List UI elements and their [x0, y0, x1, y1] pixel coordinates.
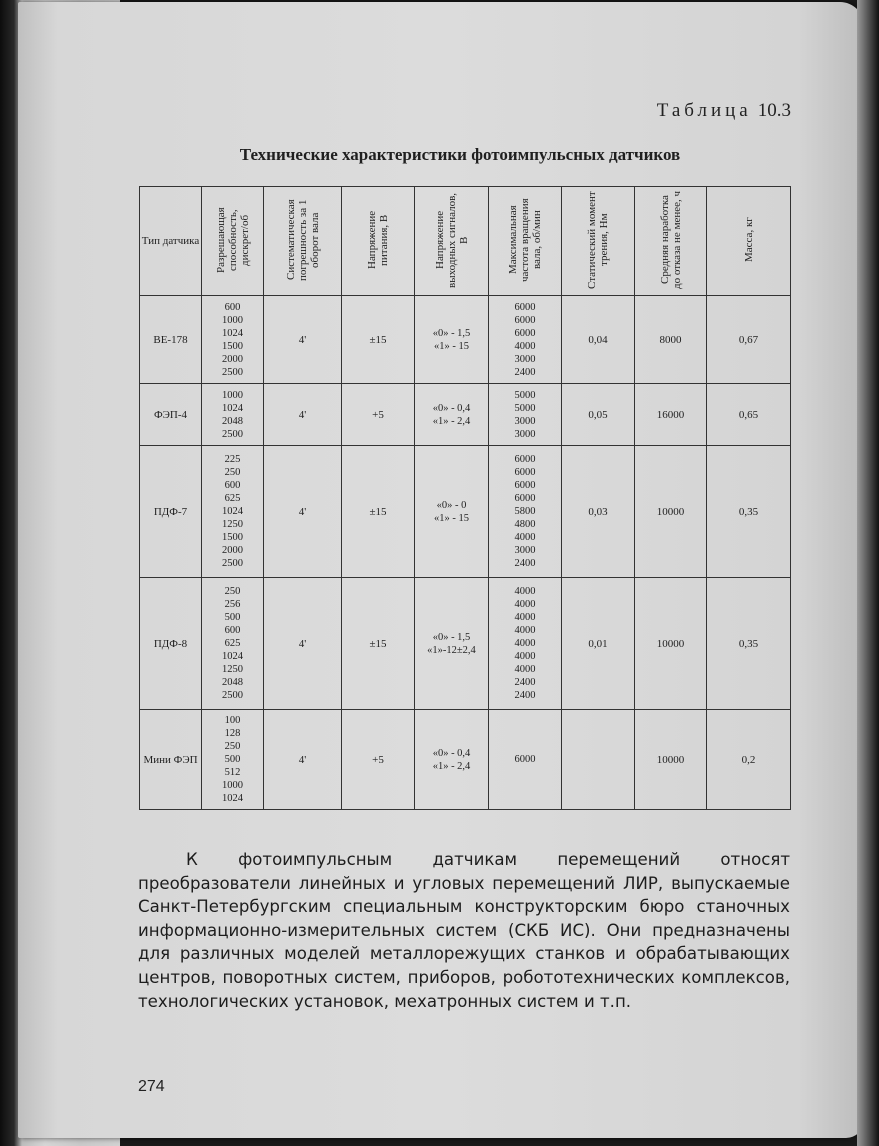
cell-resolution-value: 1000 — [222, 389, 243, 401]
spec-table — [139, 186, 791, 810]
cell-freq-value: 3000 — [514, 353, 536, 365]
cell-freq — [489, 446, 562, 578]
cell-resolution-value: 1000 — [222, 780, 243, 791]
cell-freq-value: 6000 — [514, 327, 536, 339]
cell-torque — [562, 710, 635, 810]
cell-resolution-value: 225 — [224, 454, 241, 465]
cell-resolution-value: 250 — [224, 741, 241, 752]
cell-freq-value: 6000 — [514, 454, 536, 465]
cell-signals-value: «1»-12±2,4 — [427, 644, 476, 656]
cell-freq-value: 6000 — [514, 480, 536, 491]
cell-freq-value: 4000 — [514, 612, 536, 623]
cell-type: ПДФ-8 — [140, 578, 202, 710]
cell-resolution-value: 1024 — [222, 402, 243, 414]
table-number: 10.3 — [757, 100, 791, 121]
cell-resolution — [202, 296, 264, 384]
cell-signals — [415, 296, 489, 384]
cell-signals — [415, 710, 489, 810]
cell-error: 4' — [264, 296, 342, 384]
cell-resolution-value: 2000 — [222, 545, 243, 556]
cell-resolution-value: 625 — [224, 493, 241, 504]
header-type: Тип датчика — [140, 187, 202, 296]
cell-resolution-value: 1024 — [222, 793, 243, 804]
cell-torque: 0,03 — [562, 446, 635, 578]
cell-mtbf: 16000 — [635, 384, 707, 446]
cell-freq-value: 4000 — [514, 664, 536, 675]
cell-resolution-value: 1250 — [222, 664, 243, 675]
cell-voltage: +5 — [342, 710, 415, 810]
cell-freq-value: 6000 — [514, 467, 536, 478]
cell-mass: 0,35 — [707, 578, 791, 710]
cell-resolution-value: 1024 — [222, 506, 243, 517]
cell-resolution-value: 1250 — [222, 519, 243, 530]
cell-signals-value: «0» - 0,4 — [432, 747, 471, 759]
header-signals: Напряжение выходных сигналов, В — [415, 187, 489, 296]
cell-resolution-value: 256 — [224, 599, 241, 610]
header-freq: Максимальная частота вращения вала, об/мин — [489, 187, 562, 296]
cell-freq-value: 4000 — [514, 638, 536, 649]
cell-resolution — [202, 710, 264, 810]
cell-signals-value: «0» - 0 — [436, 499, 467, 511]
cell-freq-value: 3000 — [514, 545, 536, 556]
cell-freq-value: 4000 — [514, 532, 536, 543]
cell-freq-value: 6000 — [514, 301, 536, 313]
body-paragraph: К фотоимпульсным датчикам перемещений относят преобразователи линейных и угловых перемещений ЛИР, выпускаемые Санкт-Петербургским специальным конструкторским бюро станочных информационно-измерительных систем (СКБ ИС). Они предназначены для различных моделей металлорежущих станков и обрабатывающих центров, поворотных систем, приборов, робототехнических комплексов, технологических установок, мехатронных систем и т.п. — [138, 850, 790, 1011]
cell-resolution-value: 2048 — [222, 677, 243, 688]
page-number: 274 — [138, 1078, 165, 1095]
table-body — [140, 296, 791, 810]
cell-mtbf: 10000 — [635, 446, 707, 578]
table-row — [140, 578, 791, 710]
header-voltage: Напряжение питания, В — [342, 187, 415, 296]
cell-freq-value: 4000 — [514, 586, 536, 597]
cell-freq — [489, 710, 562, 810]
cell-freq-value: 4000 — [514, 599, 536, 610]
cell-resolution — [202, 446, 264, 578]
cell-freq — [489, 578, 562, 710]
cell-resolution — [202, 578, 264, 710]
cell-mass: 0,2 — [707, 710, 791, 810]
cell-resolution — [202, 384, 264, 446]
cell-resolution-value: 1500 — [222, 532, 243, 543]
cell-signals — [415, 578, 489, 710]
table-title: Технические характеристики фотоимпульсных датчиков — [239, 145, 681, 164]
cell-resolution-value: 2500 — [222, 690, 243, 701]
cell-resolution-value: 500 — [224, 612, 241, 623]
cell-resolution-value: 250 — [224, 586, 241, 597]
table-label — [657, 100, 791, 122]
cell-resolution-value: 100 — [224, 715, 241, 726]
cell-freq-value: 6000 — [514, 314, 536, 326]
cell-resolution-value: 2500 — [222, 428, 243, 440]
cell-mass: 0,67 — [707, 296, 791, 384]
cell-signals — [415, 446, 489, 578]
table-row — [140, 710, 791, 810]
cell-mtbf: 10000 — [635, 578, 707, 710]
cell-resolution-value: 1024 — [222, 327, 243, 339]
cell-freq-value: 4800 — [514, 519, 536, 530]
cell-resolution-value: 625 — [224, 638, 241, 649]
cell-signals-value: «1» - 15 — [434, 512, 469, 524]
table-header-row — [140, 187, 791, 296]
cell-signals-value: «1» - 2,4 — [432, 760, 471, 772]
cell-freq-value: 2400 — [514, 677, 536, 688]
header-torque: Статический момент трения, Нм — [562, 187, 635, 296]
cell-resolution-value: 1024 — [222, 651, 243, 662]
cell-type: ВЕ-178 — [140, 296, 202, 384]
cell-resolution-value: 2048 — [222, 415, 243, 427]
cell-error: 4' — [264, 710, 342, 810]
cell-signals-value: «0» - 0,4 — [432, 402, 471, 414]
cell-voltage: +5 — [342, 384, 415, 446]
cell-signals-value: «0» - 1,5 — [432, 631, 471, 643]
table-row — [140, 384, 791, 446]
cell-freq-value: 4000 — [514, 340, 536, 352]
cell-resolution-value: 500 — [224, 754, 241, 765]
table-row — [140, 296, 791, 384]
cell-mtbf: 10000 — [635, 710, 707, 810]
page-edge-shadow — [857, 0, 879, 1146]
cell-freq-value: 2400 — [514, 690, 536, 701]
cell-mass: 0,65 — [707, 384, 791, 446]
cell-resolution-value: 2500 — [222, 558, 243, 569]
cell-error: 4' — [264, 384, 342, 446]
cell-resolution-value: 600 — [224, 625, 241, 636]
cell-signals-value: «0» - 1,5 — [432, 327, 471, 339]
cell-resolution-value: 600 — [224, 480, 241, 491]
header-resolution: Разрешающая способность, дискрет/об — [202, 187, 264, 296]
header-mtbf: Средняя наработка до отказа не менее, ч — [635, 187, 707, 296]
cell-freq-value: 2400 — [514, 366, 536, 378]
cell-resolution-value: 512 — [224, 767, 241, 778]
cell-voltage: ±15 — [342, 296, 415, 384]
cell-resolution-value: 1000 — [222, 314, 243, 326]
cell-mtbf: 8000 — [635, 296, 707, 384]
table-label-text: Таблица — [656, 100, 752, 121]
cell-torque: 0,04 — [562, 296, 635, 384]
cell-freq-value: 5000 — [514, 389, 536, 401]
cell-freq-value: 4000 — [514, 625, 536, 636]
cell-resolution-value: 1500 — [222, 340, 243, 352]
cell-freq-value: 5000 — [514, 402, 536, 414]
cell-type: ПДФ-7 — [140, 446, 202, 578]
cell-freq-value: 5800 — [514, 506, 536, 517]
cell-freq-value: 2400 — [514, 558, 536, 569]
cell-error: 4' — [264, 446, 342, 578]
cell-resolution-value: 2000 — [222, 353, 243, 365]
cell-signals-value: «1» - 2,4 — [432, 415, 471, 427]
cell-resolution-value: 2500 — [222, 366, 243, 378]
table-row — [140, 446, 791, 578]
cell-voltage: ±15 — [342, 578, 415, 710]
cell-freq-value: 3000 — [514, 415, 536, 427]
header-mass: Масса, кг — [707, 187, 791, 296]
cell-type: Мини ФЭП — [140, 710, 202, 810]
cell-freq — [489, 384, 562, 446]
cell-signals-value: «1» - 15 — [434, 340, 469, 352]
cell-resolution-value: 128 — [224, 728, 241, 739]
cell-resolution-value: 600 — [224, 301, 241, 313]
cell-freq-value: 6000 — [514, 493, 536, 504]
header-error: Систематическая погрешность за 1 оборот вала — [264, 187, 342, 296]
cell-error: 4' — [264, 578, 342, 710]
cell-voltage: ±15 — [342, 446, 415, 578]
body-text — [138, 848, 790, 1013]
cell-resolution-value: 250 — [224, 467, 241, 478]
cell-freq — [489, 296, 562, 384]
cell-torque: 0,01 — [562, 578, 635, 710]
cell-signals — [415, 384, 489, 446]
cell-freq-value: 4000 — [514, 651, 536, 662]
cell-freq-value: 6000 — [514, 754, 536, 765]
cell-type: ФЭП-4 — [140, 384, 202, 446]
cell-mass: 0,35 — [707, 446, 791, 578]
cell-freq-value: 3000 — [514, 428, 536, 440]
cell-torque: 0,05 — [562, 384, 635, 446]
